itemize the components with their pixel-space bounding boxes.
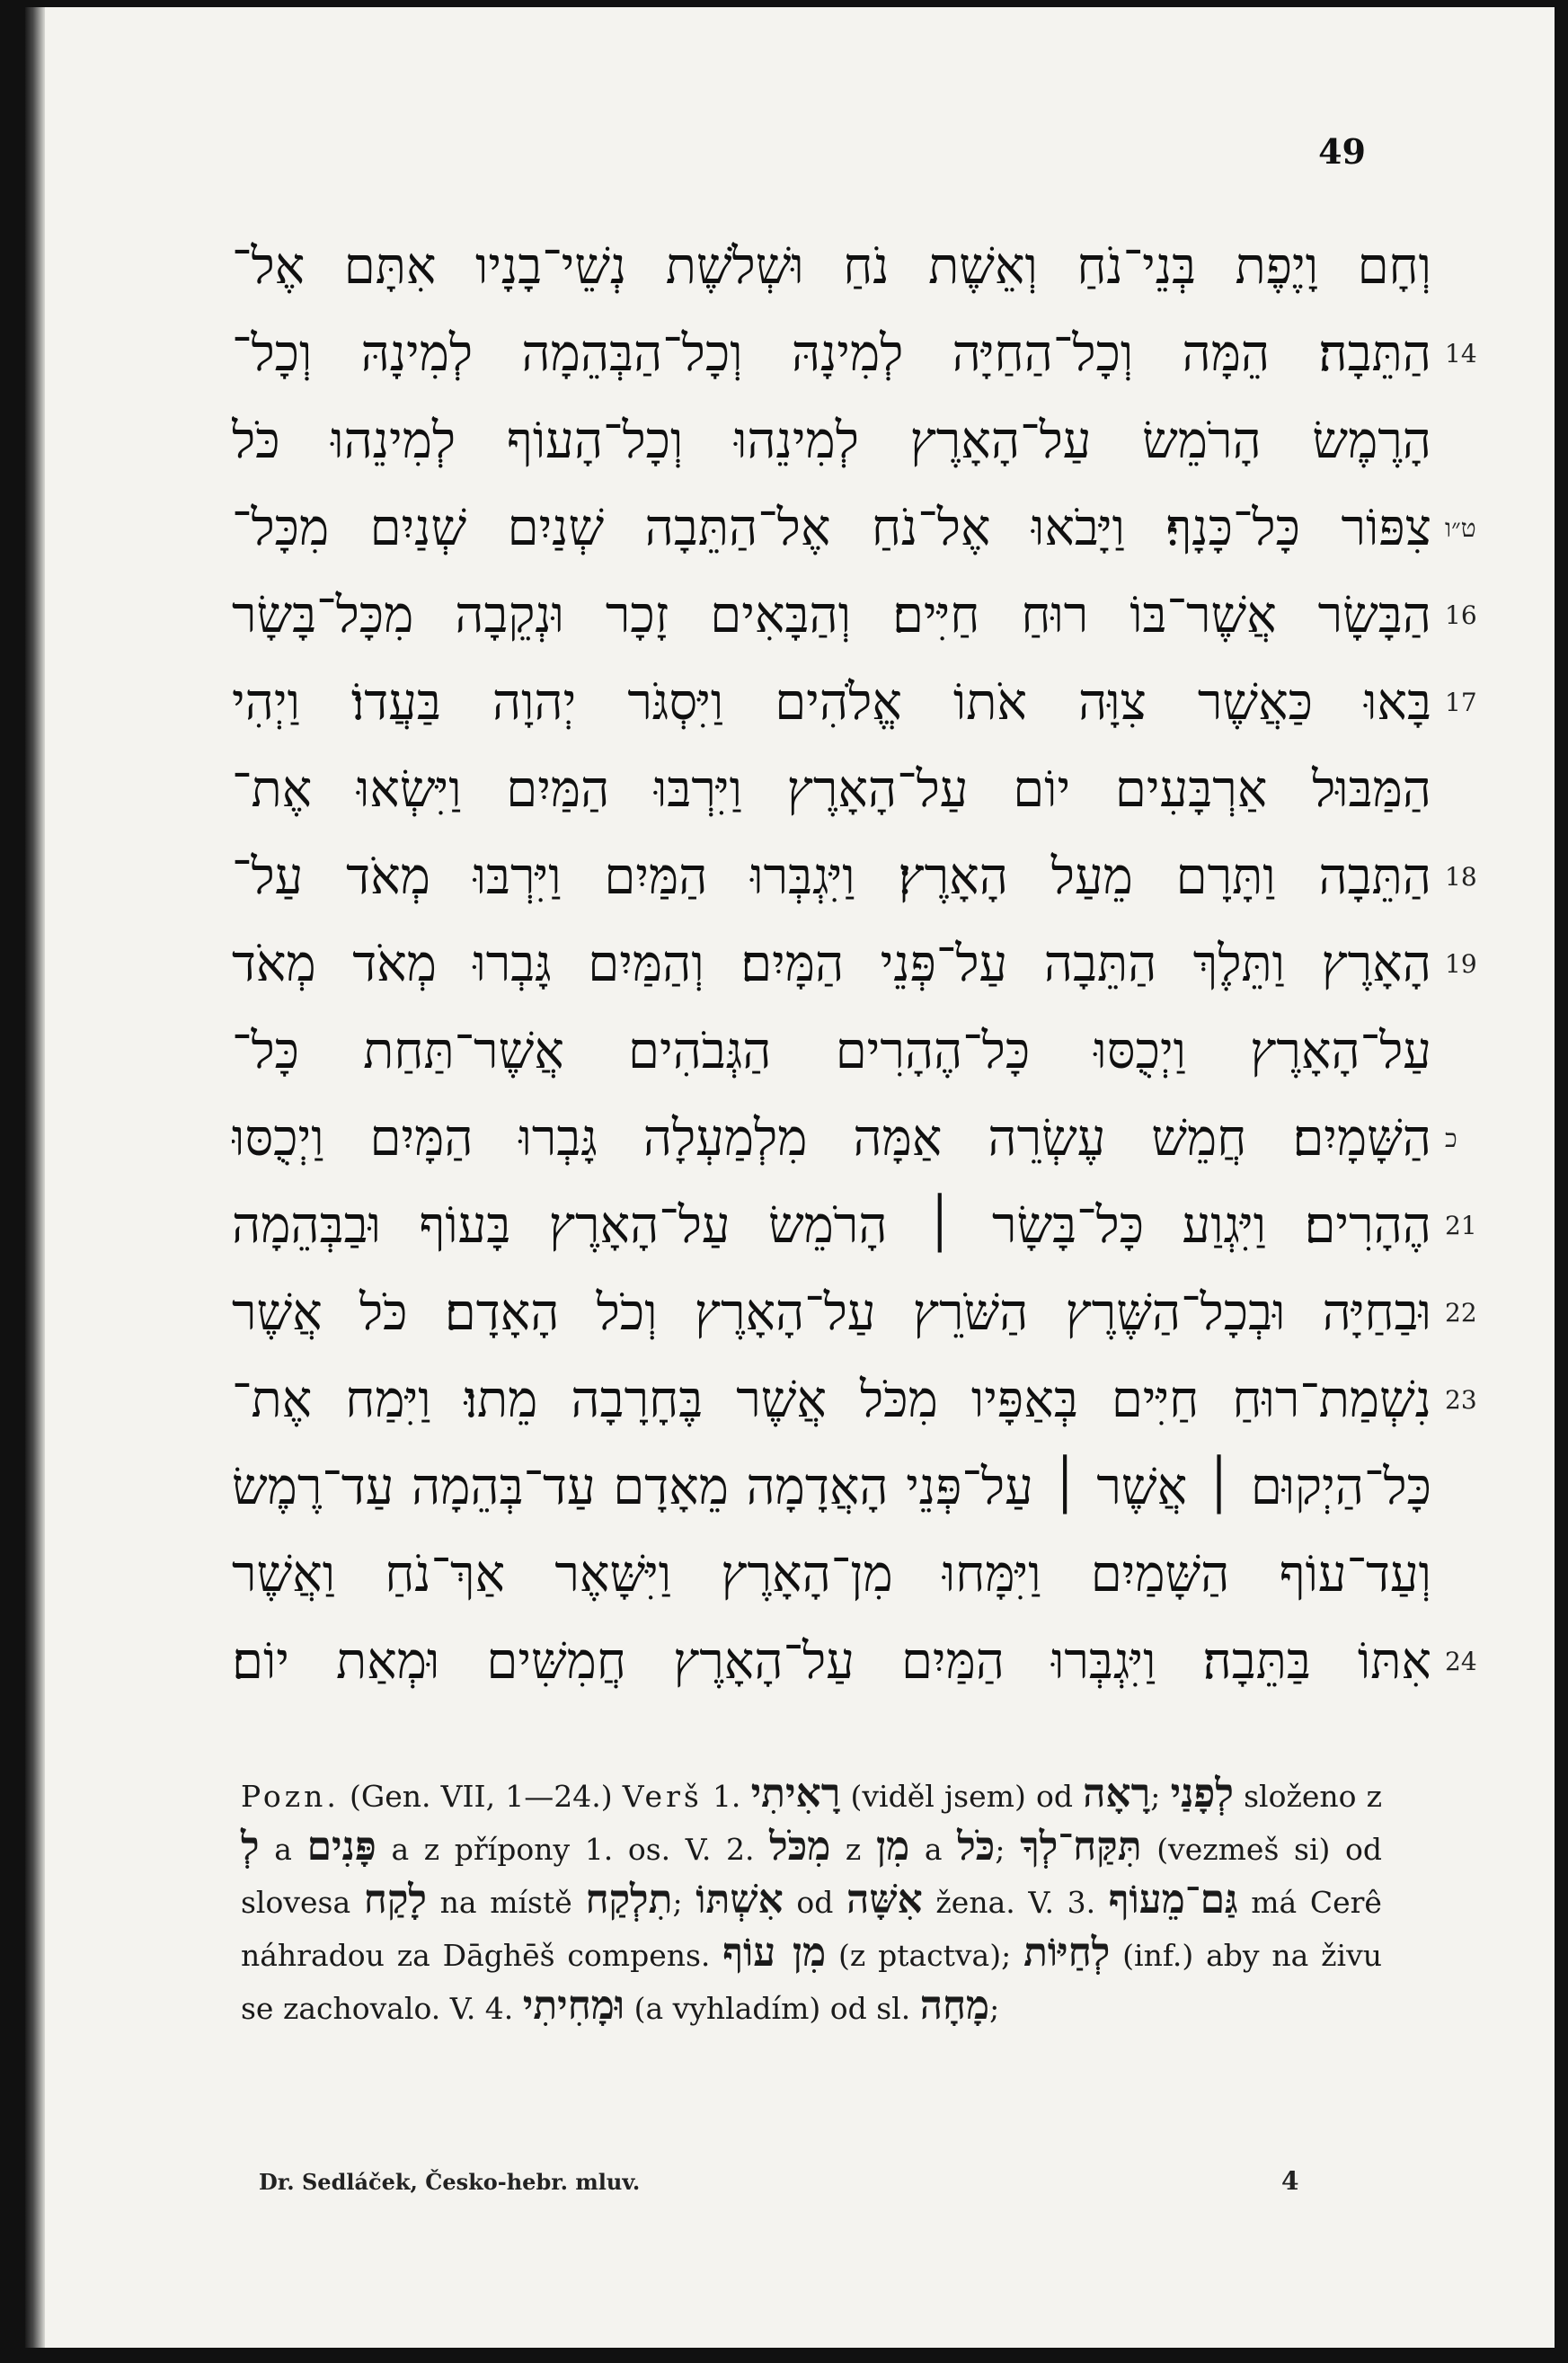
hebrew-word: וּמָחִיתִי — [522, 1983, 625, 2029]
hebrew-word: מִן — [875, 1824, 910, 1870]
hebrew-line-text: הָרֶמֶשׂ הָרֹמֵשׂ עַל־הָאָרֶץ לְמִינֵהוּ וְכָל־הָעוֹף לְמִינֵהוּ כֹּל — [232, 412, 1431, 470]
verse-number: 18 — [1445, 862, 1477, 892]
hebrew-word: מִן עוֹף — [722, 1930, 827, 1976]
book-page — [25, 7, 1555, 2348]
hebrew-word: פָּנִים — [306, 1824, 376, 1870]
footer-signature: Dr. Sedláček, Česko-hebr. mluv. — [259, 2169, 641, 2195]
verse-line — [232, 223, 1508, 310]
verse-number: 22 — [1445, 1298, 1477, 1328]
note-text: ; — [989, 1991, 1000, 2026]
verse-line — [232, 1444, 1508, 1531]
note-label: Pozn. — [241, 1779, 340, 1814]
hebrew-line-text: נִשְׁמַת־רוּחַ חַיִּים בְּאַפָּיו מִכֹּל אֲשֶׁר בֶּחָרָבָה מֵתוּ׃ וַיִּמַח אֶת־ — [232, 1371, 1431, 1429]
note-text: žena. V. 3. — [935, 1885, 1096, 1920]
note-text: (a vyhladím) od sl. — [633, 1991, 911, 2026]
hebrew-word: תִּקַּח־לְךָ — [1020, 1824, 1142, 1870]
note-text: (viděl jsem) od — [850, 1779, 1073, 1814]
hebrew-word: מִכֹּל — [769, 1824, 831, 1870]
note-text: 1. — [712, 1779, 741, 1814]
verse-line — [232, 1182, 1508, 1269]
verse-number: 16 — [1445, 600, 1477, 630]
verse-number: כ — [1445, 1124, 1457, 1153]
verse-number: ט״ו — [1445, 513, 1476, 543]
hebrew-word: מָחָה — [919, 1983, 990, 2029]
hebrew-line-text: אִתּוֹ בַּתֵּבָה׃ וַיִּגְבְּרוּ הַמַּיִם עַל־הָאָרֶץ חֲמִשִּׁים וּמְאַת יוֹם׃ — [232, 1632, 1431, 1691]
hebrew-line-text: עַל־הָאָרֶץ וַיְכֻסּוּ כָּל־הֶהָרִים הַגְּבֹהִים אֲשֶׁר־תַּחַת כָּל־ — [232, 1022, 1431, 1080]
note-text: (inf.) aby na živu se zachovalo. V. 4. — [241, 1938, 1382, 2026]
hebrew-line-text: הַמַּבּוּל אַרְבָּעִים יוֹם עַל־הָאָרֶץ וַיִּרְבּוּ הַמַּיִם וַיִּשְׂאוּ אֶת־ — [232, 760, 1431, 819]
note-text: (z ptactva); — [838, 1938, 1012, 1973]
hebrew-word: לְפָנַי — [1170, 1771, 1234, 1817]
footnote — [241, 1769, 1382, 2034]
verse-line — [232, 833, 1508, 920]
hebrew-line-text: כָּל־הַיְקוּם ׀ אֲשֶׁר ׀ עַל־פְּנֵי הָאֲדָמָה מֵאָדָם עַד־בְּהֵמָה עַד־רֶמֶשׂ — [232, 1458, 1431, 1516]
hebrew-word: גַּם־מֵעוֹף — [1108, 1877, 1238, 1923]
hebrew-line-text: וְעַד־עוֹף הַשָּׁמַיִם וַיִּמָּחוּ מִן־הָאָרֶץ וַיִּשָּׁאֶר אַךְ־נֹחַ וַאֲשֶׁר — [232, 1545, 1431, 1603]
note-text: a z přípony 1. os. V. 2. — [391, 1832, 755, 1867]
note-text: složeno z — [1244, 1779, 1383, 1814]
footer-sheet-number: 4 — [1281, 2166, 1299, 2196]
verse-line — [232, 1008, 1508, 1095]
hebrew-line-text: בָּאוּ כַּאֲשֶׁר צִוָּה אֹתוֹ אֱלֹהִים וַיִּסְגֹּר יְהוָה בַּעֲדוֹ׃ וַיְהִי — [232, 673, 1431, 732]
note-text: ; — [1150, 1779, 1161, 1814]
verse-line — [232, 1269, 1508, 1356]
verse-line — [232, 484, 1508, 572]
note-text: z — [845, 1832, 862, 1867]
verse-line — [232, 310, 1508, 397]
note-text: má Cerê náhradou za Dāghēš compens. — [241, 1885, 1382, 1973]
note-text: od — [796, 1885, 834, 1920]
note-text: ; — [995, 1832, 1005, 1867]
note-text: na místě — [439, 1885, 572, 1920]
verse-line — [232, 397, 1508, 484]
hebrew-line-text: הַתֵּבָה׃ הֵמָּה וְכָל־הַחַיָּה לְמִינָהּ וְכָל־הַבְּהֵמָה לְמִינָהּ וְכָל־ — [232, 324, 1431, 383]
hebrew-line-text: וְחָם וָיֶפֶת בְּנֵי־נֹחַ וְאֵשֶׁת נֹחַ וּשְׁלֹשֶׁת נְשֵׁי־בָנָיו אִתָּם אֶל־ — [232, 237, 1431, 296]
hebrew-word: רָאִיתִי — [750, 1771, 841, 1817]
hebrew-line-text: הָאָרֶץ וַתֵּלֶךְ הַתֵּבָה עַל־פְּנֵי הַמָּיִם׃ וְהַמַּיִם גָּבְרוּ מְאֹד מְאֹד — [232, 935, 1431, 993]
hebrew-word: לְ — [241, 1824, 260, 1870]
note-text: (vezmeš si) od slovesa — [241, 1832, 1382, 1920]
page-number: 49 — [1318, 131, 1366, 172]
hebrew-line-text: צִפּוֹר כָּל־כָּנָף׃ וַיָּבֹאוּ אֶל־נֹחַ אֶל־הַתֵּבָה שְׁנַיִם שְׁנַיִם מִכָּל־ — [232, 499, 1431, 557]
hebrew-word: לָקַח — [363, 1877, 427, 1923]
verse-number: 14 — [1445, 339, 1477, 369]
hebrew-line-text: הֶהָרִים׃ וַיִּגְוַע כָּל־בָּשָׂר ׀ הָרֹמֵשׂ עַל־הָאָרֶץ בָּעוֹף וּבַבְּהֵמָה — [232, 1196, 1431, 1255]
hebrew-line-text: הַשָּׁמָיִם׃ חֲמֵשׁ עֶשְׂרֵה אַמָּה מִלְמַעְלָה גָּבְרוּ הַמָּיִם וַיְכֻסּוּ — [232, 1109, 1431, 1168]
verse-number: 21 — [1445, 1211, 1477, 1240]
note-text: a — [924, 1832, 943, 1867]
verse-number: 17 — [1445, 688, 1477, 717]
verse-number: 23 — [1445, 1385, 1477, 1415]
hebrew-line-text: וּבַחַיָּה וּבְכָל־הַשֶּׁרֶץ הַשֹּׁרֵץ עַל־הָאָרֶץ וְכֹל הָאָדָם׃ כֹּל אֲשֶׁר — [232, 1284, 1431, 1342]
verse-line — [232, 1095, 1508, 1182]
hebrew-line-text: הַבָּשָׂר אֲשֶׁר־בּוֹ רוּחַ חַיִּים׃ וְהַבָּאִים זָכָר וּנְקֵבָה מִכָּל־בָּשָׂר — [232, 586, 1431, 644]
verse-line — [232, 572, 1508, 659]
verse-line — [232, 1356, 1508, 1444]
verse-line — [232, 1531, 1508, 1618]
verse-label: Verš — [622, 1779, 703, 1814]
note-reference: (Gen. VII, 1—24.) — [350, 1779, 613, 1814]
verse-number: 19 — [1445, 949, 1477, 979]
verse-line — [232, 920, 1508, 1008]
hebrew-word: לְחַיּוֹת — [1023, 1930, 1111, 1976]
hebrew-word: תִלְקַח — [585, 1877, 673, 1923]
note-text: a — [274, 1832, 292, 1867]
hebrew-word: אִשָּׁה — [846, 1877, 923, 1923]
hebrew-line-text: הַתֵּבָה וַתָּרָם מֵעַל הָאָרֶץ׃ וַיִּגְבְּרוּ הַמַּיִם וַיִּרְבּוּ מְאֹד עַל־ — [232, 848, 1431, 906]
page-binding-shadow — [25, 7, 45, 2348]
hebrew-word: כֹּל — [957, 1824, 996, 1870]
hebrew-word: אִשְׁתּוֹ — [695, 1877, 784, 1923]
verse-number: 24 — [1445, 1647, 1477, 1676]
hebrew-word: רָאָה — [1083, 1771, 1151, 1817]
hebrew-text-block — [232, 223, 1508, 1705]
verse-line — [232, 1618, 1508, 1705]
note-text: ; — [672, 1885, 683, 1920]
verse-line — [232, 659, 1508, 746]
verse-line — [232, 746, 1508, 833]
